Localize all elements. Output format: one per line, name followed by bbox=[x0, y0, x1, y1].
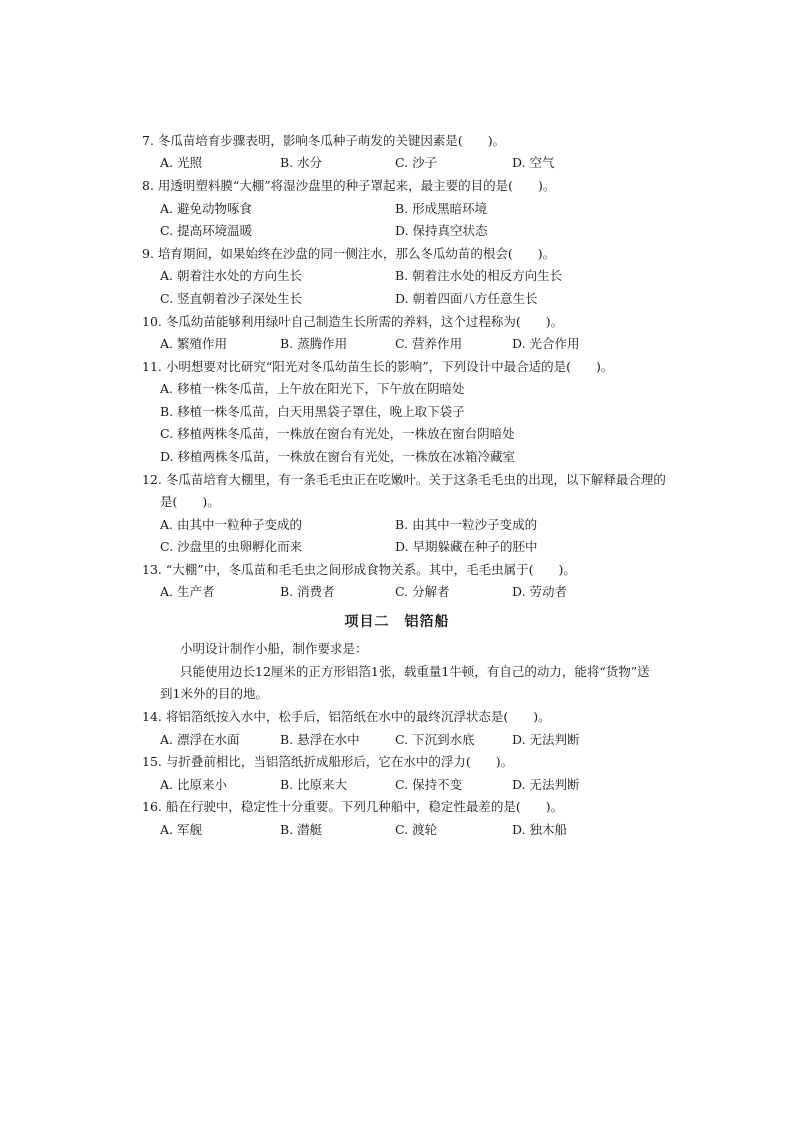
option-b: B. 消费者 bbox=[280, 584, 335, 599]
option-b: B. 由其中一粒沙子变成的 bbox=[395, 517, 538, 532]
question-14-stem: 14. 将铝箔纸按入水中，松手后，铝箔纸在水中的最终沉浮状态是( )。 bbox=[142, 709, 551, 724]
option-a: A. 漂浮在水面 bbox=[160, 732, 240, 747]
question-8-options-row2 bbox=[0, 220, 794, 242]
question-8-stem: 8. 用透明塑料膜“大棚”将湿沙盘里的种子罩起来，最主要的目的是( )。 bbox=[142, 178, 556, 193]
option-c: C. 提高环境温暖 bbox=[160, 223, 253, 238]
question-13-options bbox=[0, 581, 794, 603]
option-a: A. 移植一株冬瓜苗，上午放在阳光下，下午放在阴暗处 bbox=[160, 381, 465, 396]
option-d: D. 朝着四面八方任意生长 bbox=[395, 291, 538, 306]
option-b: B. 水分 bbox=[280, 155, 323, 170]
option-a: A. 军舰 bbox=[160, 822, 202, 837]
option-a: A. 繁殖作用 bbox=[160, 336, 227, 351]
section-requirement-line2: 到1米外的目的地。 bbox=[160, 686, 268, 701]
question-16-stem: 16. 船在行驶中，稳定性十分重要。下列几种船中，稳定性最差的是( )。 bbox=[142, 799, 564, 814]
option-c: C. 保持不变 bbox=[395, 777, 463, 792]
option-d: D. 早期躲藏在种子的胚中 bbox=[395, 539, 538, 554]
option-d: D. 无法判断 bbox=[512, 732, 580, 747]
option-a: A. 比原来小 bbox=[160, 777, 227, 792]
option-d: D. 空气 bbox=[512, 155, 555, 170]
option-b: B. 潜艇 bbox=[280, 822, 323, 837]
option-d: D. 光合作用 bbox=[512, 336, 580, 351]
question-7-stem: 7. 冬瓜苗培育步骤表明，影响冬瓜种子萌发的关键因素是( )。 bbox=[142, 133, 506, 148]
option-a: A. 朝着注水处的方向生长 bbox=[160, 268, 302, 283]
option-b: B. 蒸腾作用 bbox=[280, 336, 348, 351]
question-10-stem: 10. 冬瓜幼苗能够利用绿叶自己制造生长所需的养料，这个过程称为( )。 bbox=[142, 314, 564, 329]
question-12-options-row1 bbox=[0, 514, 794, 536]
option-c: C. 沙子 bbox=[395, 155, 438, 170]
question-9-options-row2 bbox=[0, 288, 794, 310]
option-b: B. 形成黑暗环境 bbox=[395, 201, 488, 216]
option-a: A. 由其中一粒种子变成的 bbox=[160, 517, 302, 532]
option-c: C. 沙盘里的虫卵孵化而来 bbox=[160, 539, 303, 554]
question-9-stem: 9. 培育期间，如果始终在沙盘的同一侧注水，那么冬瓜幼苗的根会( )。 bbox=[142, 246, 556, 261]
option-d: D. 无法判断 bbox=[512, 777, 580, 792]
question-8-options-row1 bbox=[0, 198, 794, 220]
option-c: C. 移植两株冬瓜苗，一株放在窗台有光处，一株放在窗台阴暗处 bbox=[160, 426, 515, 441]
section-heading: 项目二 铝箔船 bbox=[344, 614, 450, 630]
option-d: D. 劳动者 bbox=[512, 584, 568, 599]
option-d: D. 保持真空状态 bbox=[395, 223, 488, 238]
question-11-stem: 11. 小明想要对比研究“阳光对冬瓜幼苗生长的影响”，下列设计中最合适的是( )。 bbox=[142, 359, 614, 374]
option-b: B. 移植一株冬瓜苗，白天用黑袋子罩住，晚上取下袋子 bbox=[160, 404, 465, 419]
section-requirement-line1: 只能使用边长12厘米的正方形铝箔1张，载重量1牛顿，有自己的动力，能将“货物”送 bbox=[180, 664, 650, 679]
question-13-stem: 13. “大棚”中，冬瓜苗和毛毛虫之间形成食物关系。其中，毛毛虫属于( )。 bbox=[142, 562, 576, 577]
option-b: B. 悬浮在水中 bbox=[280, 732, 360, 747]
question-15-stem: 15. 与折叠前相比，当铝箔纸折成船形后，它在水中的浮力( )。 bbox=[142, 754, 514, 769]
option-c: C. 下沉到水底 bbox=[395, 732, 475, 747]
option-c: C. 分解者 bbox=[395, 584, 450, 599]
question-9-options-row1 bbox=[0, 265, 794, 287]
option-d: D. 独木船 bbox=[512, 822, 568, 837]
question-11-option-d-row bbox=[0, 446, 794, 468]
question-12-stem-cont: 是( )。 bbox=[160, 494, 220, 509]
option-c: C. 营养作用 bbox=[395, 336, 463, 351]
option-c: C. 竖直朝着沙子深处生长 bbox=[160, 291, 303, 306]
option-c: C. 渡轮 bbox=[395, 822, 438, 837]
question-14-options bbox=[0, 729, 794, 751]
option-d: D. 移植两株冬瓜苗，一株放在窗台有光处，一株放在冰箱冷藏室 bbox=[160, 449, 516, 464]
option-b: B. 朝着注水处的相反方向生长 bbox=[395, 268, 563, 283]
option-a: A. 避免动物啄食 bbox=[160, 201, 252, 216]
option-a: A. 光照 bbox=[160, 155, 202, 170]
question-11-option-a-row bbox=[0, 378, 794, 400]
question-16-options bbox=[0, 819, 794, 841]
question-10-options bbox=[0, 333, 794, 355]
question-15-options bbox=[0, 774, 794, 796]
option-b: B. 比原来大 bbox=[280, 777, 348, 792]
section-intro: 小明设计制作小船，制作要求是： bbox=[180, 641, 368, 656]
question-7-options bbox=[0, 152, 794, 174]
question-11-option-b-row bbox=[0, 401, 794, 423]
question-12-stem: 12. 冬瓜苗培育大棚里，有一条毛毛虫正在吃嫩叶。关于这条毛毛虫的出现，以下解释最合理的 bbox=[142, 472, 666, 487]
question-11-option-c-row bbox=[0, 423, 794, 445]
question-12-options-row2 bbox=[0, 536, 794, 558]
option-a: A. 生产者 bbox=[160, 584, 215, 599]
